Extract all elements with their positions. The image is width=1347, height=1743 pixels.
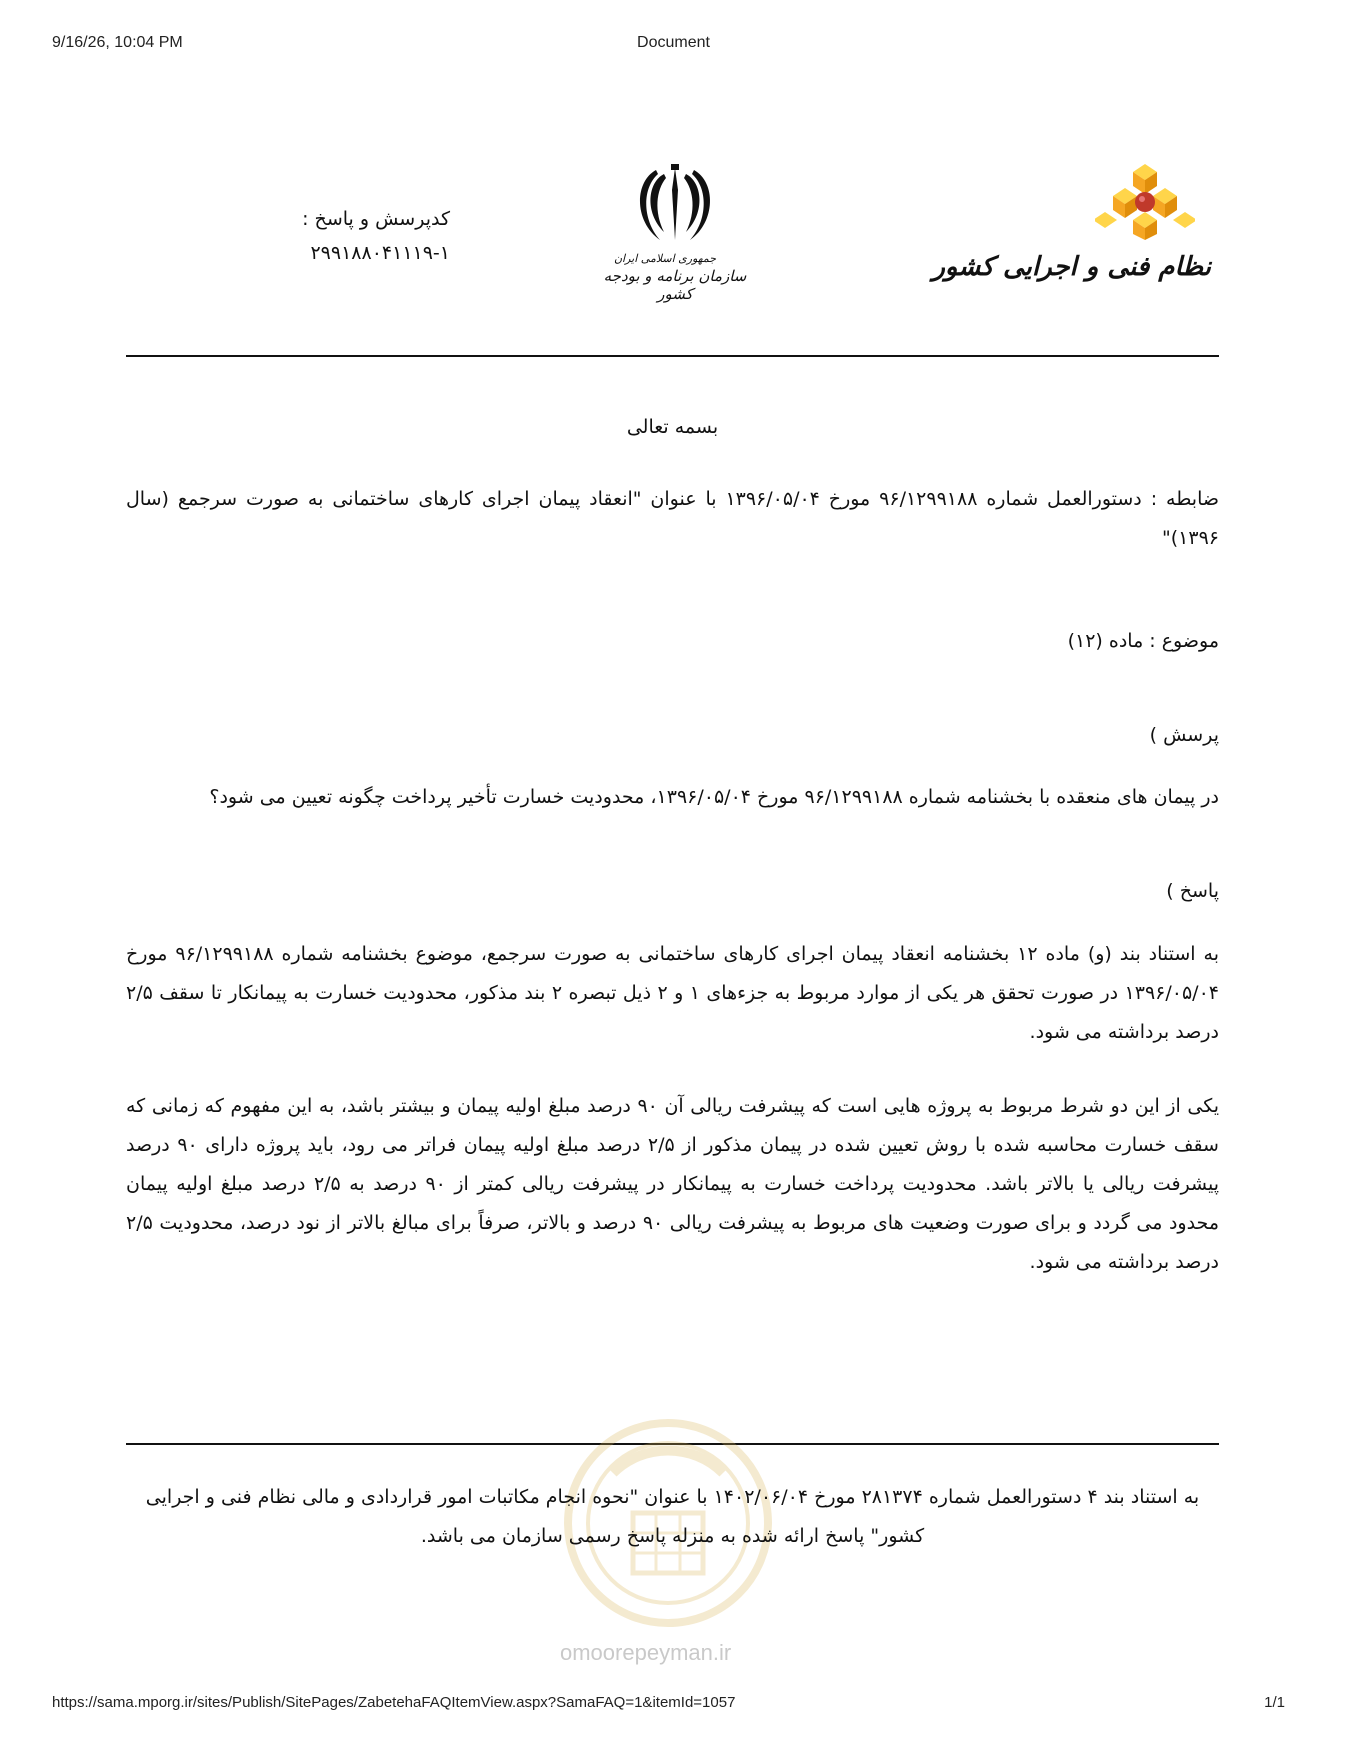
org-logo-text: نظام فنی و اجرایی کشور [932,252,1211,282]
print-url: https://sama.mporg.ir/sites/Publish/SitePages/ZabetehaFAQItemView.aspx?SamaFAQ=1&itemId=1057 [52,1694,736,1711]
emblem-line-2: سازمان برنامه و بودجه کشور [603,267,747,303]
cube-pyramid-icon [1095,160,1195,240]
national-emblem [600,160,750,310]
footer-divider [126,1443,1219,1445]
answer-paragraph-2: یکی از این دو شرط مربوط به پروژه هایی است که پیشرفت ریالی آن ۹۰ درصد مبلغ اولیه پیمان و بیشتر باشد، به این مفهوم که زمانی که سقف خسارت محاسبه شده با روش تعیین شده در پیمان مذکور از ۲/۵ درصد مبلغ اولیه پیمان فراتر می رود، باید پروژه دارای ۹۰ درصد پیشرفت ریالی یا بالاتر باشد. محدودیت پرداخت خسارت به پیمانکار در پیشرفت ریالی کمتر از ۹۰ درصد به ۲/۵ درصد مبلغ اولیه پیمان محدود می گردد و برای صورت وضعیت های مربوط به پیشرفت ریالی ۹۰ درصد و بالاتر، صرفاً برای مبالغ بالاتر از نود درصد، محدودیت ۲/۵ درصد برداشته می شود. [126,1095,1220,1273]
watermark-site: omoorepeyman.ir [560,1640,732,1665]
org-logo [932,160,1225,300]
zabeteh-line: ضابطه : دستورالعمل شماره ۹۶/۱۲۹۹۱۸۸ مورخ ۱۳۹۶/۰۵/۰۴ با عنوان "انعقاد پیمان اجرای کارهای ساختمانی به صورت سرجمع (سال ۱۳۹۶)" [126,488,1219,549]
qa-code-block [250,208,450,264]
emblem-icon [630,160,720,250]
footer-note: به استناد بند ۴ دستورالعمل شماره ۲۸۱۳۷۴ مورخ ۱۴۰۲/۰۶/۰۴ با عنوان "نحوه انجام مکاتبات امور قراردادی و مالی نظام فنی و اجرایی کشور" پاسخ ارائه شده به منزله پاسخ رسمی سازمان می باشد. [145,1486,1200,1547]
print-page-count: 1/1 [1264,1694,1285,1711]
subject-line: موضوع : ماده (۱۲) [1067,630,1219,652]
emblem-line-1: جمهوری اسلامی ایران [613,252,717,265]
answer-paragraph-1: به استناد بند (و) ماده ۱۲ بخشنامه انعقاد پیمان اجرای کارهای ساختمانی به صورت سرجمع، موضوع بخشنامه شماره ۹۶/۱۲۹۹۱۸۸ مورخ ۱۳۹۶/۰۵/۰۴ در صورت تحقق هر یکی از موارد مربوط به جزءهای ۱ و ۲ ذیل تبصره ۲ بند مذکور، محدودیت خسارت به پیمانکار تا سقف ۲/۵ درصد برداشته می شود. [126,943,1219,1043]
question-text: در پیمان های منعقده با بخشنامه شماره ۹۶/۱۲۹۹۱۸۸ مورخ ۱۳۹۶/۰۵/۰۴، محدودیت خسارت تأخیر پرداخت چگونه تعیین می شود؟ [209,786,1219,808]
header-divider [126,355,1219,357]
qa-code-label: کدپرسش و پاسخ : [302,208,450,230]
question-label: پرسش ) [1149,724,1219,746]
print-title: Document [637,34,710,51]
basmala: بسمه تعالی [626,416,719,438]
answer-label: پاسخ ) [1166,880,1219,902]
print-date: 9/16/26, 10:04 PM [52,34,183,51]
qa-code-value: ۲۹۹۱۸۸۰۴۱۱۱۹-۱ [310,242,450,264]
